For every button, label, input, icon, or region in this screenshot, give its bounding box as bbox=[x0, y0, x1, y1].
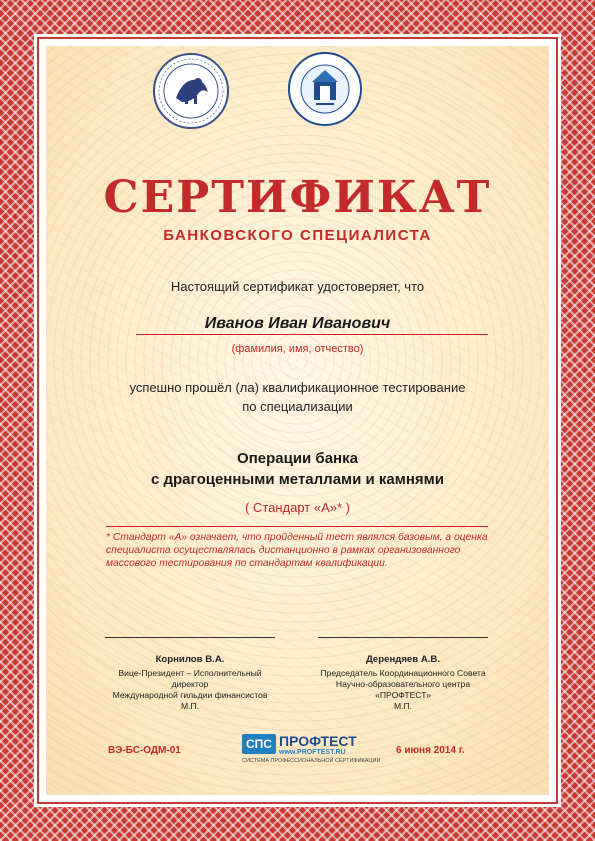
name-underline bbox=[136, 334, 488, 335]
standard-label: ( Стандарт «А»* ) bbox=[244, 500, 350, 515]
standard-divider bbox=[106, 526, 488, 527]
brand-name: ПРОФТЕСТ bbox=[279, 733, 357, 749]
signatory-role-line-2: Международной гильдии финансистов bbox=[112, 690, 268, 700]
recipient-name: Иванов Иван Иванович bbox=[204, 315, 391, 332]
signature-line bbox=[318, 637, 488, 638]
brand-system: СИСТЕМА ПРОФЕССИОНАЛЬНОЙ СЕРТИФИКАЦИИ bbox=[242, 758, 381, 764]
stamp-place: М.П. bbox=[393, 701, 413, 711]
certificate-title: СЕРТИФИКАТ bbox=[103, 172, 492, 223]
signatory-role-line-1: Вице-Президент – Исполнительный директор bbox=[118, 668, 262, 689]
guild-emblem-icon bbox=[152, 52, 230, 130]
standard-footnote: * Стандарт «А» означает, что пройденный тест являлся базовым, а оценка специалиста осуществлялась дистанционно в рамках организованного массового тестирования по стандартам квалификации. bbox=[106, 532, 488, 569]
signatory-role-line-1: Председатель Координационного Совета bbox=[320, 668, 486, 678]
passed-text bbox=[0, 378, 595, 416]
signatory-name: Дерендяев А.В. bbox=[365, 654, 441, 665]
logos-row bbox=[0, 50, 595, 130]
signature-block-1 bbox=[105, 637, 275, 712]
specialization-line-2: с драгоценными металлами и камнями bbox=[150, 471, 444, 488]
signatory-role-line-2: Научно-образовательного центра «ПРОФТЕСТ» bbox=[335, 679, 471, 700]
brand-box: СПС bbox=[242, 734, 276, 754]
brand-url: www.PROFTEST.RU bbox=[279, 749, 346, 756]
proftest-center-emblem-icon bbox=[286, 50, 364, 128]
specialization bbox=[0, 448, 595, 490]
signature-block-2 bbox=[318, 637, 488, 712]
passed-line-1: успешно прошёл (ла) квалификационное тестирование bbox=[129, 380, 466, 395]
signature-line bbox=[105, 637, 275, 638]
stamp-place: М.П. bbox=[180, 701, 200, 711]
certificate-subtitle: БАНКОВСКОГО СПЕЦИАЛИСТА bbox=[163, 227, 432, 244]
passed-line-2: по специализации bbox=[242, 399, 353, 414]
specialization-line-1: Операции банка bbox=[237, 450, 358, 467]
name-caption: (фамилия, имя, отчество) bbox=[231, 343, 364, 355]
issue-date: 6 июня 2014 г. bbox=[396, 745, 465, 756]
proftest-brand bbox=[242, 734, 392, 774]
signatory-name: Корнилов В.А. bbox=[155, 654, 225, 665]
intro-text: Настоящий сертификат удостоверяет, что bbox=[170, 279, 425, 294]
certificate-code: ВЭ-БС-ОДМ-01 bbox=[108, 745, 181, 756]
